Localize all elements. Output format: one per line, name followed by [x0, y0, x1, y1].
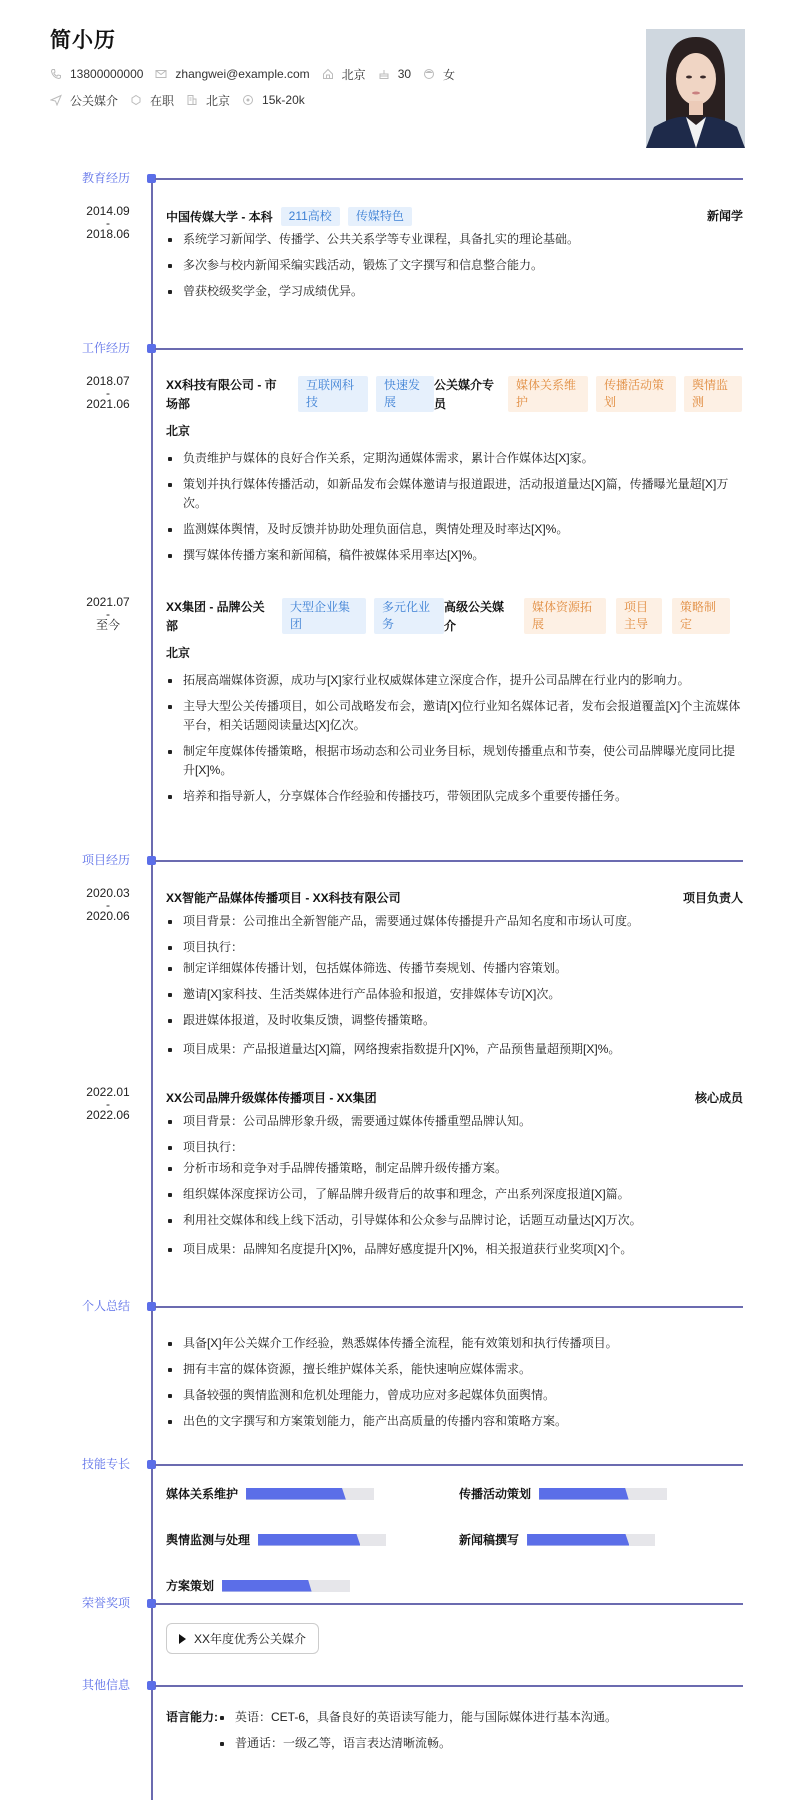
date-start: 2022.01 — [86, 1085, 130, 1099]
work-header — [166, 376, 743, 414]
list-item: 拥有丰富的媒体资源，擅长维护媒体关系，能快速响应媒体需求。 — [166, 1360, 743, 1379]
age-info — [378, 67, 411, 81]
skill-item — [166, 1531, 386, 1548]
phone-text: 13800000000 — [70, 67, 144, 81]
date-sep: - — [106, 1097, 110, 1111]
gender-text: 女 — [443, 67, 456, 82]
project-entry — [166, 1089, 743, 1266]
list-item: 制定年度媒体传播策略，根据市场动态和公司业务目标，规划传播重点和节奏，使公司品牌曝光度同比提升[X]%。 — [166, 742, 743, 780]
award-item — [166, 1623, 319, 1654]
timeline-line — [151, 178, 153, 1800]
position-text: 公关媒介 — [70, 93, 119, 108]
section-education — [0, 170, 794, 186]
position-title: 公关媒介专员 — [434, 378, 495, 411]
list-item: 项目执行： — [166, 938, 743, 957]
list-item: 监测媒体舆情，及时反馈并协助处理负面信息，舆情处理及时率达[X]%。 — [166, 520, 743, 539]
section-summary — [0, 1298, 794, 1314]
list-item: 撰写媒体传播方案和新闻稿，稿件被媒体采用率达[X]%。 — [166, 546, 743, 565]
location-info — [322, 66, 366, 83]
skill-name: 传播活动策划 — [459, 1487, 532, 1501]
language-bullets — [218, 1708, 617, 1760]
skill-bar — [539, 1488, 667, 1500]
skill-bar — [527, 1534, 655, 1546]
gender-icon — [423, 68, 435, 80]
phone-icon — [50, 68, 62, 80]
triangle-icon — [179, 1634, 186, 1644]
project-date — [80, 886, 136, 924]
award-text: XX年度优秀公关媒介 — [194, 1632, 307, 1646]
date-sep: - — [106, 386, 110, 400]
list-item: 普通话：一级乙等，语言表达清晰流畅。 — [218, 1734, 617, 1753]
project-date — [80, 1085, 136, 1123]
skill-name: 方案策划 — [166, 1579, 215, 1593]
company-name: XX科技有限公司 - 市场部 — [166, 378, 277, 411]
section-work — [0, 340, 794, 356]
summary-entry — [166, 1328, 743, 1438]
education-date — [80, 204, 136, 242]
date-end: 2018.06 — [86, 227, 130, 241]
section-skills — [0, 1456, 794, 1472]
skill-bar — [258, 1534, 386, 1546]
skill-bar-fill — [539, 1488, 629, 1500]
list-item: 培养和指导新人，分享媒体合作经验和传播技巧，带领团队完成多个重要传播任务。 — [166, 787, 743, 806]
skill-tag: 媒体关系维护 — [508, 376, 588, 412]
work-location: 北京 — [166, 646, 191, 660]
date-end: 2020.06 — [86, 909, 130, 923]
company-name: XX集团 - 品牌公关部 — [166, 600, 265, 633]
email-icon — [155, 68, 167, 80]
list-item: 出色的文字撰写和方案策划能力，能产出高质量的传播内容和策略方案。 — [166, 1412, 743, 1431]
section-title: 教育经历 — [82, 171, 131, 185]
list-item: 拓展高端媒体资源，成功与[X]家行业权威媒体建立深度合作，提升公司品牌在行业内的影响力。 — [166, 671, 743, 690]
location-text: 北京 — [341, 67, 366, 82]
education-header — [166, 207, 743, 226]
skill-tag: 策略制定 — [672, 598, 730, 634]
work-location: 北京 — [166, 424, 191, 438]
date-start: 2020.03 — [86, 886, 130, 900]
list-item: 具备[X]年公关媒介工作经验，熟悉媒体传播全流程，能有效策划和执行传播项目。 — [166, 1334, 743, 1353]
skill-name: 新闻稿撰写 — [459, 1533, 520, 1547]
salary-text: 15k-20k — [262, 93, 305, 107]
skill-name: 媒体关系维护 — [166, 1487, 239, 1501]
gender-info — [423, 66, 455, 83]
skill-bar-fill — [258, 1534, 360, 1546]
status-info — [130, 92, 174, 109]
building-icon — [186, 94, 198, 106]
section-title: 项目经历 — [82, 853, 131, 867]
list-item: 分析市场和竞争对手品牌传播策略，制定品牌升级传播方案。 — [166, 1159, 743, 1178]
city-text: 北京 — [206, 93, 231, 108]
status-text: 在职 — [150, 93, 175, 108]
date-sep: - — [106, 216, 110, 230]
section-projects — [0, 852, 794, 868]
list-item: 跟进媒体报道，及时收集反馈，调整传播策略。 — [166, 1011, 743, 1030]
skill-bar-fill — [246, 1488, 346, 1500]
skill-name: 舆情监测与处理 — [166, 1533, 251, 1547]
project-header — [166, 889, 743, 906]
section-title: 其他信息 — [82, 1678, 131, 1692]
list-item: 系统学习新闻学、传播学、公共关系学等专业课程，具备扎实的理论基础。 — [166, 230, 743, 249]
work-bullets — [166, 671, 743, 806]
list-item: 项目背景：公司品牌形象升级，需要通过媒体传播重塑品牌认知。 — [166, 1112, 743, 1131]
skill-item — [459, 1531, 655, 1548]
school-tag: 211高校 — [281, 207, 340, 226]
job-intent-row — [50, 90, 610, 110]
list-item: 邀请[X]家科技、生活类媒体进行产品体验和报道，安排媒体专访[X]次。 — [166, 985, 743, 1004]
company-tag: 多元化业务 — [374, 598, 444, 634]
date-end: 2022.06 — [86, 1108, 130, 1122]
skill-bar — [246, 1488, 374, 1500]
list-item: 具备较强的舆情监测和危机处理能力，曾成功应对多起媒体负面舆情。 — [166, 1386, 743, 1405]
section-other — [0, 1677, 794, 1693]
work-entry — [166, 598, 743, 813]
skill-bar-fill — [222, 1580, 312, 1592]
company-tag: 大型企业集团 — [282, 598, 366, 634]
list-item: 多次参与校内新闻采编实践活动，锻炼了文字撰写和信息整合能力。 — [166, 256, 743, 275]
work-header — [166, 598, 743, 636]
candidate-name: 简小历 — [50, 29, 116, 52]
section-title: 工作经历 — [82, 341, 131, 355]
section-divider — [155, 178, 743, 180]
list-item: 项目成果：产品报道量达[X]篇，网络搜索指数提升[X]%，产品预售量超预期[X]%。 — [166, 1040, 743, 1059]
resume-header — [50, 26, 610, 110]
city-info — [186, 92, 230, 109]
position-title: 高级公关媒介 — [444, 600, 505, 633]
skill-tag: 项目主导 — [616, 598, 662, 634]
education-entry — [166, 207, 743, 308]
project-title: XX公司品牌升级媒体传播项目 - XX集团 — [166, 1091, 377, 1105]
skill-bar — [222, 1580, 350, 1592]
major: 新闻学 — [706, 209, 743, 223]
email-text: zhangwei@example.com — [175, 67, 310, 81]
project-bullets — [166, 1112, 743, 1259]
age-icon — [378, 68, 390, 80]
skill-bar-fill — [527, 1534, 629, 1546]
work-bullets — [166, 449, 743, 565]
date-start: 2014.09 — [86, 204, 130, 218]
company-tag: 快速发展 — [376, 376, 434, 412]
date-end: 2021.06 — [86, 397, 130, 411]
profile-photo — [646, 29, 745, 148]
school-tag: 传媒特色 — [348, 207, 412, 226]
date-start: 2018.07 — [86, 374, 130, 388]
section-title: 个人总结 — [82, 1299, 131, 1313]
list-item: 项目成果：品牌知名度提升[X]%，品牌好感度提升[X]%，相关报道获行业奖项[X]个。 — [166, 1240, 743, 1259]
project-role: 核心成员 — [694, 1091, 743, 1105]
list-item: 负责维护与媒体的良好合作关系，定期沟通媒体需求，累计合作媒体达[X]家。 — [166, 449, 743, 468]
project-title: XX智能产品媒体传播项目 - XX科技有限公司 — [166, 891, 401, 905]
skill-item — [166, 1577, 350, 1594]
date-start: 2021.07 — [86, 595, 130, 609]
position-info — [50, 92, 118, 109]
send-icon — [50, 94, 62, 106]
education-title-group — [166, 207, 412, 226]
work-entry — [166, 376, 743, 572]
skill-tag: 舆情监测 — [684, 376, 742, 412]
section-divider — [155, 860, 743, 862]
skill-item — [459, 1485, 667, 1502]
project-bullets — [166, 912, 743, 1059]
language-entry — [166, 1708, 743, 1760]
date-sep: - — [106, 607, 110, 621]
phone-info — [50, 67, 143, 81]
age-text: 30 — [397, 67, 412, 81]
work-date — [80, 595, 136, 633]
project-header — [166, 1089, 743, 1106]
salary-icon — [242, 94, 254, 106]
section-title: 技能专长 — [82, 1457, 131, 1471]
section-divider — [155, 348, 743, 350]
list-item: 项目执行： — [166, 1138, 743, 1157]
list-item: 项目背景：公司推出全新智能产品，需要通过媒体传播提升产品知名度和市场认可度。 — [166, 912, 743, 931]
company-tag: 互联网科技 — [298, 376, 368, 412]
email-info — [155, 67, 309, 81]
skill-item — [166, 1485, 374, 1502]
skill-tag: 媒体资源拓展 — [524, 598, 606, 634]
section-divider — [155, 1685, 743, 1687]
status-icon — [130, 94, 142, 106]
section-divider — [155, 1306, 743, 1308]
contact-row — [50, 64, 610, 84]
date-end: 至今 — [95, 618, 120, 632]
section-divider — [155, 1603, 743, 1605]
work-date — [80, 374, 136, 412]
skill-tag: 传播活动策划 — [596, 376, 676, 412]
project-entry — [166, 889, 743, 1066]
list-item: 英语：CET-6，具备良好的英语读写能力，能与国际媒体进行基本沟通。 — [218, 1708, 617, 1727]
date-sep: - — [106, 898, 110, 912]
list-item: 曾获校级奖学金，学习成绩优异。 — [166, 282, 743, 301]
section-awards — [0, 1595, 794, 1611]
school-name: 中国传媒大学 - 本科 — [166, 210, 273, 224]
education-bullets — [166, 230, 743, 301]
project-role: 项目负责人 — [682, 891, 743, 905]
list-item: 主导大型公关传播项目，如公司战略发布会，邀请[X]位行业知名媒体记者，发布会报道覆盖[X]个主流媒体平台，相关话题阅读量达[X]亿次。 — [166, 697, 743, 735]
section-title: 荣誉奖项 — [82, 1596, 131, 1610]
list-item: 策划并执行媒体传播活动，如新品发布会媒体邀请与报道跟进，活动报道量达[X]篇，传播曝光量超[X]万次。 — [166, 475, 743, 513]
list-item: 利用社交媒体和线上线下活动，引导媒体和公众参与品牌讨论，话题互动量达[X]万次。 — [166, 1211, 743, 1230]
summary-bullets — [166, 1334, 743, 1431]
section-divider — [155, 1464, 743, 1466]
salary-info — [242, 93, 305, 107]
list-item: 制定详细媒体传播计划，包括媒体筛选、传播节奏规划、传播内容策划。 — [166, 959, 743, 978]
home-icon — [322, 68, 334, 80]
list-item: 组织媒体深度探访公司，了解品牌升级背后的故事和理念，产出系列深度报道[X]篇。 — [166, 1185, 743, 1204]
language-label: 语言能力: — [166, 1710, 218, 1724]
